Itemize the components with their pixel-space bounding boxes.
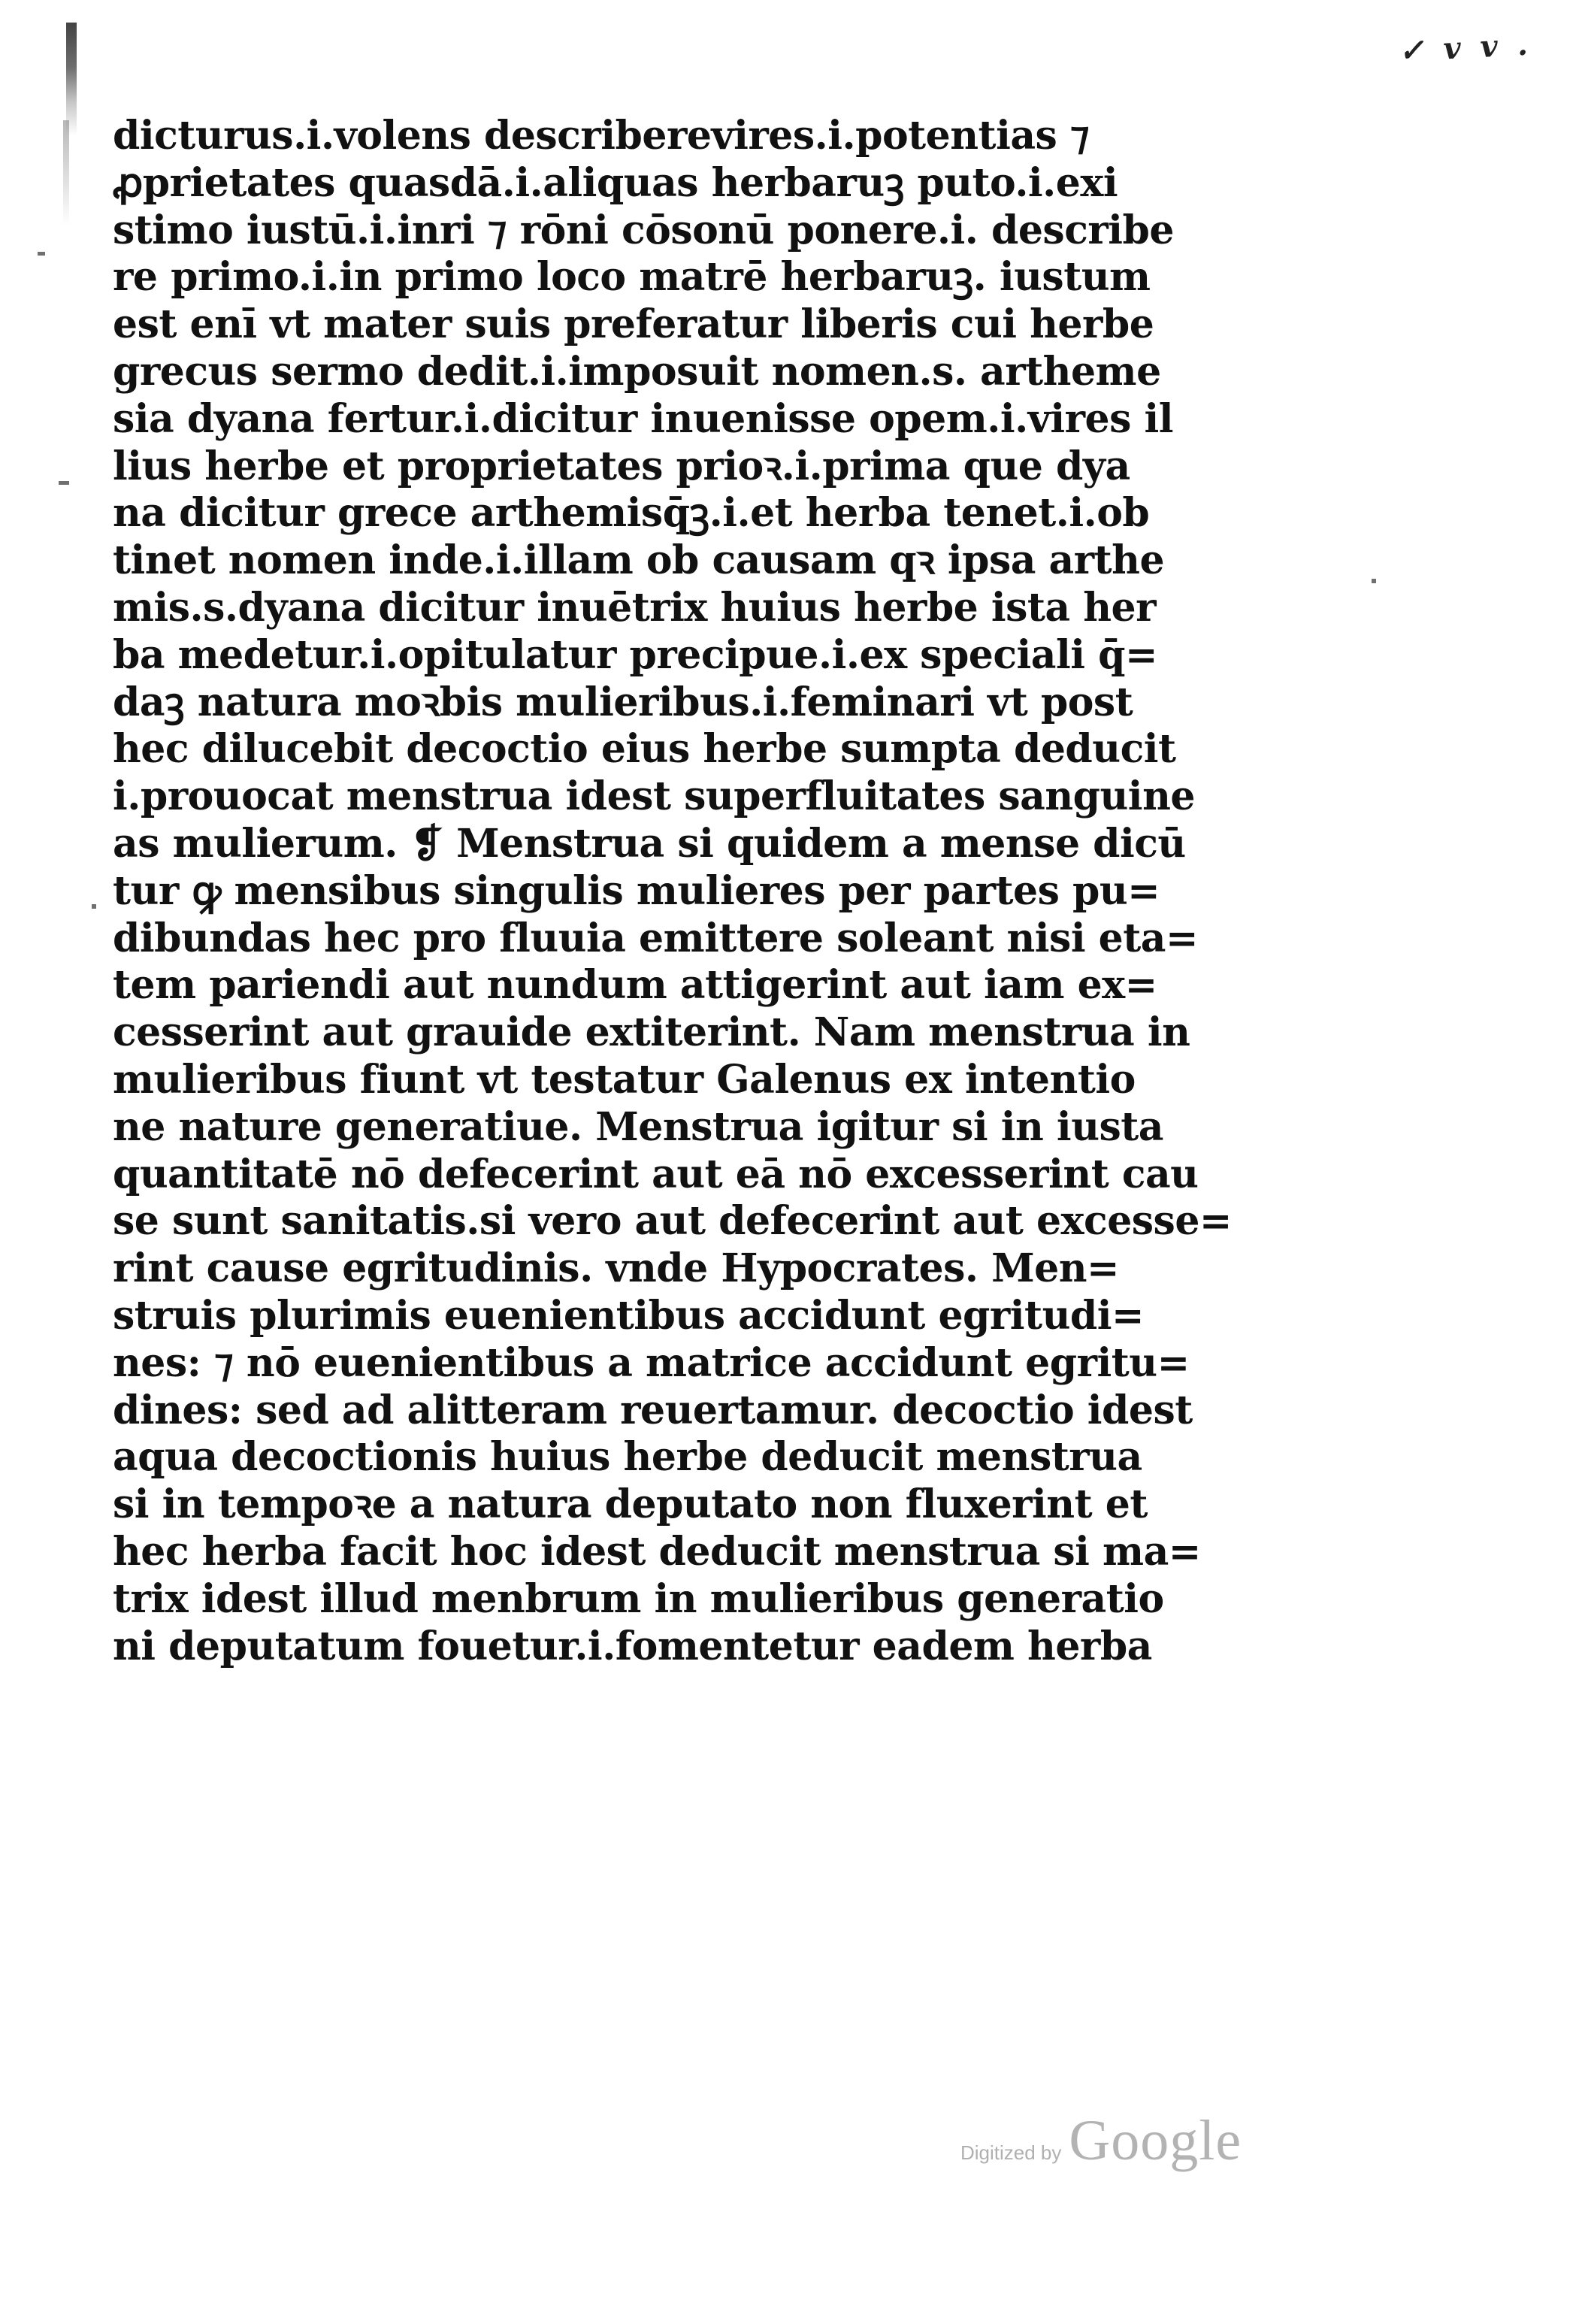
text-line: re primo.i.in primo loco matrē herbaruꝫ. iustum: [113, 254, 1151, 301]
text-line: dibundas hec pro fluuia emittere soleant nisi eta=: [113, 915, 1199, 961]
stray-ink-mark: [92, 904, 96, 909]
digitized-by-google-watermark: [960, 2108, 1242, 2176]
text-line: tem pariendi aut nundum attigerint aut iam ex=: [113, 962, 1157, 1009]
text-line: daꝫ natura moꝛbis mulieribus.i.feminari vt post: [113, 679, 1133, 725]
stray-ink-mark: [59, 481, 69, 485]
google-logo: Google: [1069, 2109, 1242, 2172]
text-line: as mulierum. ❡ Menstrua si quidem a mense dicū: [113, 820, 1186, 867]
text-line: ni deputatum fouetur.i.fomentetur eadem herba: [113, 1623, 1152, 1669]
text-line: est enī vt mater suis preferatur liberis cui herbe: [113, 301, 1154, 348]
text-line: mulieribus fiunt vt testatur Galenus ex intentio: [113, 1056, 1136, 1103]
text-line: dicturus.i.volens describerevires.i.potentias ⁊: [113, 113, 1090, 159]
gutter-shadow: [66, 23, 77, 135]
text-line: sia dyana fertur.i.dicitur inuenisse opem.i.vires il: [113, 395, 1174, 442]
text-line: nes: ⁊ nō euenientibus a matrice accidunt egritu=: [113, 1339, 1190, 1386]
watermark-prefix: Digitized by: [960, 2141, 1062, 2164]
text-line: tinet nomen inde.i.illam ob causam qꝛ ipsa arthe: [113, 537, 1165, 584]
text-line: hec dilucebit decoctio eius herbe sumpta deducit: [113, 726, 1176, 773]
text-line: tur ꝙ mensibus singulis mulieres per partes pu=: [113, 867, 1160, 914]
text-line: stimo iustū.i.inri ⁊ rōni cōsonū ponere.i. describe: [113, 207, 1174, 253]
text-line: se sunt sanitatis.si vero aut defecerint aut excesse=: [113, 1198, 1232, 1245]
stray-ink-mark: [38, 252, 45, 256]
text-line: na dicitur grece arthemisq̄ꝫ.i.et herba tenet.i.ob: [113, 490, 1150, 537]
text-line: i.prouocat menstrua idest superfluitates sanguine: [113, 773, 1195, 820]
gutter-shadow-faint: [63, 120, 69, 225]
text-line: ne nature generatiue. Menstrua igitur si in iusta: [113, 1103, 1163, 1150]
text-line: trix idest illud menbrum in mulieribus generatio: [113, 1575, 1164, 1622]
text-line: mis.s.dyana dicitur inuētrix huius herbe ista her: [113, 584, 1157, 631]
text-line: cesserint aut grauide extiterint. Nam menstrua in: [113, 1009, 1190, 1056]
text-line: ꝓprietates quasdā.i.aliquas herbaruꝫ puto.i.exi: [113, 159, 1118, 206]
stray-ink-mark: [1372, 579, 1376, 583]
text-line: dines: sed ad alitteram reuertamur. decoctio idest: [113, 1387, 1193, 1433]
body-text-block: [113, 113, 1345, 1670]
text-line: rint cause egritudinis. vnde Hypocrates. Men=: [113, 1245, 1120, 1292]
text-line: ba medetur.i.opitulatur precipue.i.ex speciali q̄=: [113, 631, 1158, 678]
text-line: quantitatē nō defecerint aut eā nō excesserint cau: [113, 1151, 1199, 1197]
text-line: lius herbe et proprietates prioꝛ.i.prima que dya: [113, 443, 1130, 489]
text-line: hec herba facit hoc idest deducit menstrua si ma=: [113, 1528, 1201, 1575]
text-line: aqua decoctionis huius herbe deducit menstrua: [113, 1434, 1142, 1481]
text-line: grecus sermo dedit.i.imposuit nomen.s. artheme: [113, 348, 1161, 395]
text-line: si in tempoꝛe a natura deputato non fluxerint et: [113, 1481, 1148, 1528]
text-line: struis plurimis euenientibus accidunt egritudi=: [113, 1292, 1145, 1339]
corner-mark: ✓ v v .: [1398, 26, 1534, 69]
